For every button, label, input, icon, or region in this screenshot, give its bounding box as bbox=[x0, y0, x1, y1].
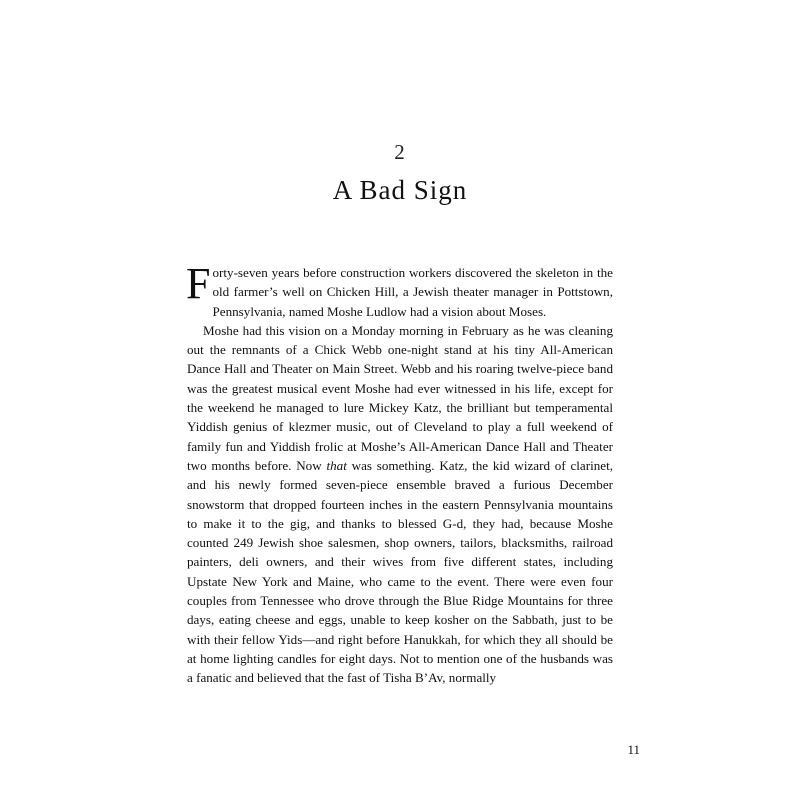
paragraph-2 bbox=[187, 321, 613, 688]
paragraph-1 bbox=[186, 259, 613, 321]
drop-cap: F bbox=[186, 259, 211, 308]
paragraph-2-text-b: was something. Katz, the kid wizard of clarinet, and his newly formed seven-piece ensemble braved a furious December snowstorm that dropped fourteen inches in the eastern Pennsylvania mountains to make it to the gig, and thanks to blessed G-d, they had, because Moshe counted 249 Jewish shoe salesmen, shop owners, tailors, blacksmiths, railroad painters, deli owners, and their wives from five different states, including Upstate New York and Maine, who came to the event. There were even four couples from Tennessee who drove through the Blue Ridge Mountains for three days, eating cheese and eggs, unable to keep kosher on the Sabbath, just to be with their fellow Yids—and right before Hanukkah, for which they all should be at home lighting candles for eight days. Not to mention one of the husbands was a fanatic and believed that the fast of Tisha B’Av, normally bbox=[187, 457, 613, 686]
paragraph-1-text: orty-seven years before construction workers discovered the skeleton in the old farmer’s well on Chicken Hill, a Jewish theater manager in Pottstown, Pennsylvania, named Moshe Ludlow had a vision about Moses. bbox=[212, 265, 613, 319]
paragraph-2-text-a: Moshe had this vision on a Monday morning in February as he was cleaning out the remnants of a Chick Webb one-night stand at his tiny All-American Dance Hall and Theater on Main Street. Webb and his roaring twelve-piece band was the greatest musical event Moshe had ever witnessed in his life, except for the weekend he managed to lure Mickey Katz, the brilliant but temperamental Yiddish genius of klezmer music, out of Cleveland to play a full weekend of family fun and Yiddish frolic at Moshe’s All-American Dance Hall and Theater two months before. Now bbox=[187, 322, 613, 473]
page-number: 11 bbox=[627, 742, 640, 757]
chapter-number: 2 bbox=[394, 140, 406, 164]
chapter-body bbox=[186, 259, 613, 688]
chapter-title: A Bad Sign bbox=[332, 175, 468, 205]
paragraph-2-emphasis: that bbox=[326, 457, 347, 473]
